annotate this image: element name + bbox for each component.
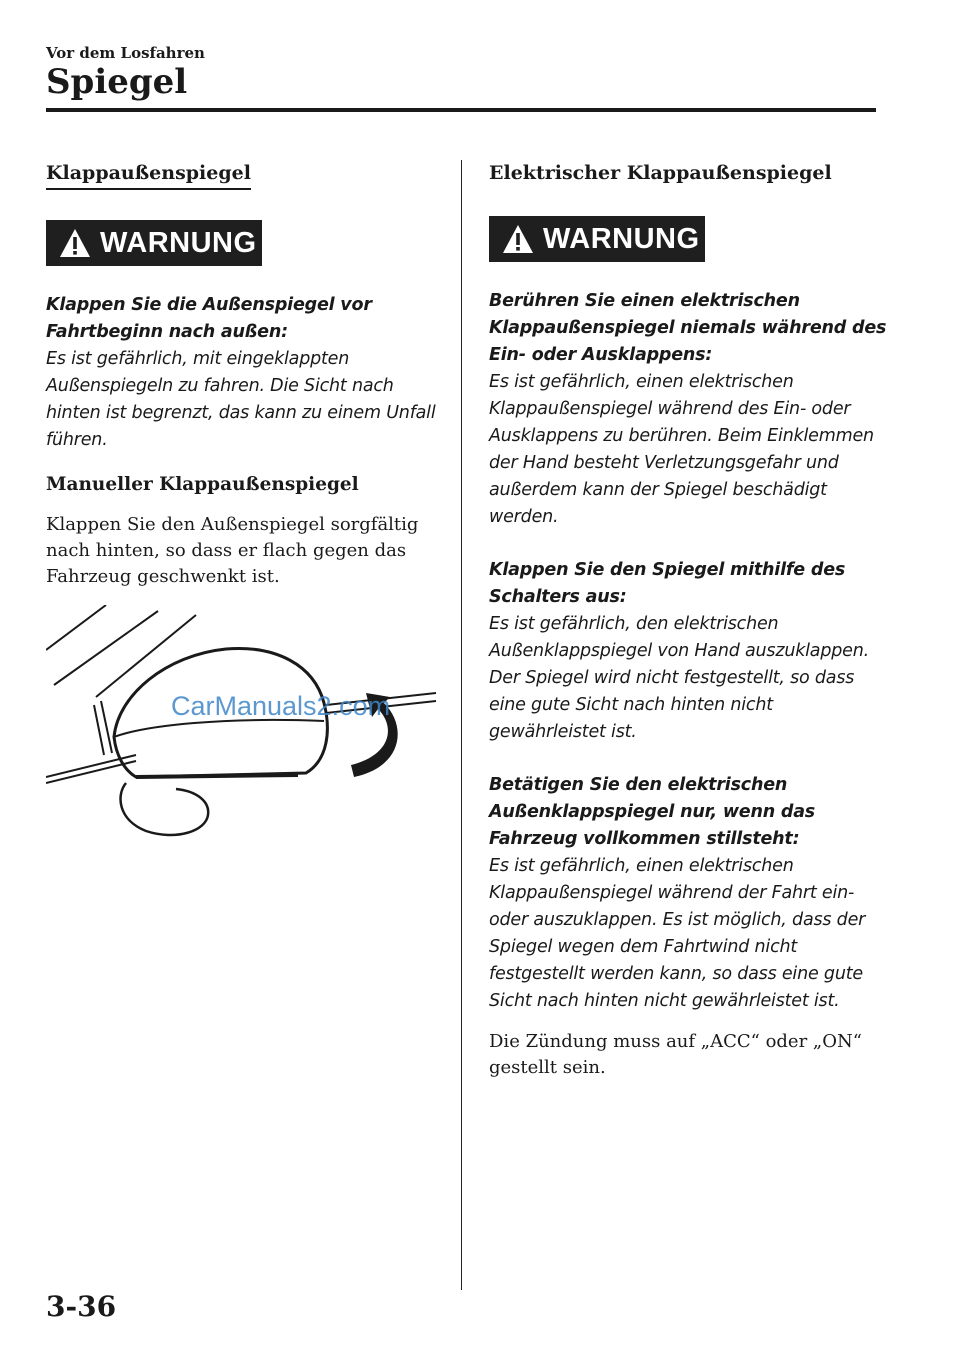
manual-mirror-heading: Manueller Klappaußenspiegel	[46, 474, 359, 495]
warning-triangle-icon	[501, 223, 535, 255]
mirror-illustration	[46, 605, 441, 845]
section-title-electric-mirror: Elektrischer Klappaußenspiegel	[489, 162, 832, 184]
warning-banner-electric	[489, 216, 705, 262]
left-column	[46, 160, 441, 590]
column-divider	[461, 160, 462, 1290]
chapter-label: Vor dem Losfahren	[46, 44, 205, 62]
warning-heading: Klappen Sie den Spiegel mithilfe des Schalters aus:	[489, 560, 846, 607]
ignition-note: Die Zündung muss auf „ACC“ oder „ON“ gestellt sein.	[489, 1031, 862, 1078]
page-title: Spiegel	[46, 62, 188, 102]
warning-body: Es ist gefährlich, einen elektrischen Klappaußenspiegel während der Fahrt ein- oder auszuklappen. Es ist möglich, dass der Spiegel wegen dem Fahrtwind nicht festgestellt werden kann, so dass eine gute Sicht nach hinten nicht gewährleistet ist.	[489, 856, 866, 1011]
manual-mirror-body: Klappen Sie den Außenspiegel sorgfältig nach hinten, so dass er flach gegen das Fahrzeug geschwenkt ist.	[46, 514, 419, 587]
warning-item	[489, 557, 889, 746]
warning-body: Es ist gefährlich, den elektrischen Außenklappspiegel von Hand auszuklappen. Der Spiegel wird nicht festgestellt, so dass eine gute Sicht nach hinten nicht gewährleistet ist.	[489, 614, 869, 742]
right-column	[489, 160, 889, 1081]
warning-label: WARNUNG	[543, 222, 700, 255]
warning-heading: Betätigen Sie den elektrischen Außenklappspiegel nur, wenn das Fahrzeug vollkommen stillsteht:	[489, 775, 816, 849]
warning-heading: Klappen Sie die Außenspiegel vor Fahrtbeginn nach außen:	[46, 295, 372, 342]
warning-text	[46, 292, 441, 454]
section-title-folding-mirror	[46, 160, 441, 190]
warning-body: Es ist gefährlich, mit eingeklappten Außenspiegeln zu fahren. Die Sicht nach hinten ist begrenzt, das kann zu einem Unfall führen.	[46, 349, 436, 450]
warning-banner	[46, 220, 262, 266]
warning-heading: Berühren Sie einen elektrischen Klappaußenspiegel niemals während des Ein- oder Ausklappens:	[489, 291, 887, 365]
page-number: 3-36	[46, 1290, 117, 1323]
watermark-text: CarManuals2.com	[171, 691, 391, 721]
header-divider	[46, 108, 876, 112]
warning-item	[489, 772, 889, 1015]
section-title-text: Klappaußenspiegel	[46, 160, 251, 190]
warning-body: Es ist gefährlich, einen elektrischen Klappaußenspiegel während des Ein- oder Ausklappens zu berühren. Beim Einklemmen der Hand besteht Verletzungsgefahr und außerdem kann der Spiegel beschädigt werden.	[489, 372, 874, 527]
warning-triangle-icon	[58, 227, 92, 259]
warning-item	[489, 288, 889, 531]
warning-label: WARNUNG	[100, 226, 257, 259]
